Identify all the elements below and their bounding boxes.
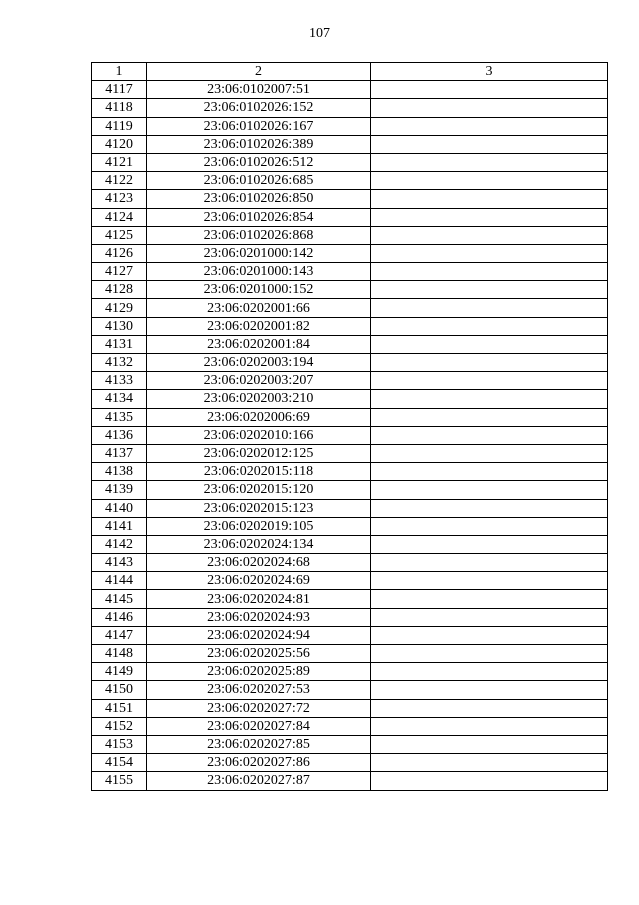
cadastral-number-cell: 23:06:0201000:152 xyxy=(147,281,371,299)
row-number-cell: 4124 xyxy=(92,208,147,226)
cadastral-table xyxy=(91,62,608,791)
table-row xyxy=(92,754,608,772)
table-row xyxy=(92,590,608,608)
note-cell xyxy=(371,354,608,372)
row-number-cell: 4129 xyxy=(92,299,147,317)
note-cell xyxy=(371,735,608,753)
row-number-cell: 4121 xyxy=(92,153,147,171)
cadastral-number-cell: 23:06:0202024:134 xyxy=(147,535,371,553)
cadastral-number-cell: 23:06:0102026:389 xyxy=(147,135,371,153)
row-number-cell: 4131 xyxy=(92,335,147,353)
note-cell xyxy=(371,572,608,590)
row-number-cell: 4137 xyxy=(92,444,147,462)
table-row xyxy=(92,681,608,699)
row-number-cell: 4151 xyxy=(92,699,147,717)
cadastral-number-cell: 23:06:0202024:93 xyxy=(147,608,371,626)
cadastral-number-cell: 23:06:0102026:850 xyxy=(147,190,371,208)
row-number-cell: 4127 xyxy=(92,263,147,281)
note-cell xyxy=(371,463,608,481)
table-row xyxy=(92,572,608,590)
note-cell xyxy=(371,390,608,408)
table-row xyxy=(92,317,608,335)
cadastral-number-cell: 23:06:0202012:125 xyxy=(147,444,371,462)
row-number-cell: 4144 xyxy=(92,572,147,590)
row-number-cell: 4143 xyxy=(92,554,147,572)
cadastral-number-cell: 23:06:0201000:142 xyxy=(147,244,371,262)
cadastral-number-cell: 23:06:0202015:123 xyxy=(147,499,371,517)
row-number-cell: 4147 xyxy=(92,626,147,644)
table-row xyxy=(92,99,608,117)
note-cell xyxy=(371,626,608,644)
row-number-cell: 4153 xyxy=(92,735,147,753)
table-row xyxy=(92,772,608,790)
table-row xyxy=(92,263,608,281)
cadastral-number-cell: 23:06:0102026:167 xyxy=(147,117,371,135)
row-number-cell: 4119 xyxy=(92,117,147,135)
note-cell xyxy=(371,263,608,281)
table-row xyxy=(92,426,608,444)
note-cell xyxy=(371,226,608,244)
row-number-cell: 4128 xyxy=(92,281,147,299)
row-number-cell: 4142 xyxy=(92,535,147,553)
row-number-cell: 4130 xyxy=(92,317,147,335)
table-row xyxy=(92,735,608,753)
note-cell xyxy=(371,317,608,335)
table-row xyxy=(92,172,608,190)
cadastral-number-cell: 23:06:0102026:868 xyxy=(147,226,371,244)
note-cell xyxy=(371,190,608,208)
note-cell xyxy=(371,645,608,663)
table-body xyxy=(92,81,608,790)
row-number-cell: 4134 xyxy=(92,390,147,408)
note-cell xyxy=(371,172,608,190)
note-cell xyxy=(371,554,608,572)
row-number-cell: 4125 xyxy=(92,226,147,244)
row-number-cell: 4123 xyxy=(92,190,147,208)
row-number-cell: 4141 xyxy=(92,517,147,535)
note-cell xyxy=(371,517,608,535)
row-number-cell: 4139 xyxy=(92,481,147,499)
table-row xyxy=(92,499,608,517)
row-number-cell: 4132 xyxy=(92,354,147,372)
note-cell xyxy=(371,663,608,681)
row-number-cell: 4122 xyxy=(92,172,147,190)
cadastral-number-cell: 23:06:0102026:152 xyxy=(147,99,371,117)
cadastral-number-cell: 23:06:0202027:87 xyxy=(147,772,371,790)
cadastral-number-cell: 23:06:0202025:89 xyxy=(147,663,371,681)
note-cell xyxy=(371,335,608,353)
row-number-cell: 4149 xyxy=(92,663,147,681)
cadastral-number-cell: 23:06:0202024:81 xyxy=(147,590,371,608)
cadastral-number-cell: 23:06:0202027:53 xyxy=(147,681,371,699)
table-row xyxy=(92,226,608,244)
table-row xyxy=(92,153,608,171)
column-header-2: 2 xyxy=(147,63,371,81)
row-number-cell: 4117 xyxy=(92,81,147,99)
note-cell xyxy=(371,299,608,317)
table-row xyxy=(92,626,608,644)
row-number-cell: 4136 xyxy=(92,426,147,444)
cadastral-number-cell: 23:06:0201000:143 xyxy=(147,263,371,281)
table-row xyxy=(92,517,608,535)
note-cell xyxy=(371,481,608,499)
note-cell xyxy=(371,99,608,117)
table-row xyxy=(92,244,608,262)
row-number-cell: 4154 xyxy=(92,754,147,772)
note-cell xyxy=(371,535,608,553)
row-number-cell: 4150 xyxy=(92,681,147,699)
note-cell xyxy=(371,408,608,426)
note-cell xyxy=(371,426,608,444)
table-row xyxy=(92,281,608,299)
table-row xyxy=(92,208,608,226)
column-header-3: 3 xyxy=(371,63,608,81)
cadastral-number-cell: 23:06:0202003:207 xyxy=(147,372,371,390)
cadastral-number-cell: 23:06:0202027:85 xyxy=(147,735,371,753)
table-row xyxy=(92,408,608,426)
table-row xyxy=(92,554,608,572)
row-number-cell: 4148 xyxy=(92,645,147,663)
cadastral-number-cell: 23:06:0202003:194 xyxy=(147,354,371,372)
row-number-cell: 4140 xyxy=(92,499,147,517)
note-cell xyxy=(371,608,608,626)
cadastral-number-cell: 23:06:0202015:118 xyxy=(147,463,371,481)
column-header-1: 1 xyxy=(92,63,147,81)
table-row xyxy=(92,535,608,553)
table-header-row xyxy=(92,63,608,81)
cadastral-number-cell: 23:06:0202027:72 xyxy=(147,699,371,717)
table-row xyxy=(92,81,608,99)
cadastral-number-cell: 23:06:0202006:69 xyxy=(147,408,371,426)
note-cell xyxy=(371,444,608,462)
row-number-cell: 4118 xyxy=(92,99,147,117)
note-cell xyxy=(371,244,608,262)
cadastral-number-cell: 23:06:0102026:854 xyxy=(147,208,371,226)
cadastral-number-cell: 23:06:0202024:68 xyxy=(147,554,371,572)
note-cell xyxy=(371,153,608,171)
cadastral-number-cell: 23:06:0202001:82 xyxy=(147,317,371,335)
cadastral-number-cell: 23:06:0102026:512 xyxy=(147,153,371,171)
table-row xyxy=(92,354,608,372)
cadastral-number-cell: 23:06:0202019:105 xyxy=(147,517,371,535)
table-row xyxy=(92,390,608,408)
cadastral-number-cell: 23:06:0202001:84 xyxy=(147,335,371,353)
row-number-cell: 4146 xyxy=(92,608,147,626)
row-number-cell: 4155 xyxy=(92,772,147,790)
cadastral-number-cell: 23:06:0202015:120 xyxy=(147,481,371,499)
cadastral-number-cell: 23:06:0202024:69 xyxy=(147,572,371,590)
table-row xyxy=(92,335,608,353)
cadastral-number-cell: 23:06:0102007:51 xyxy=(147,81,371,99)
note-cell xyxy=(371,499,608,517)
table-row xyxy=(92,117,608,135)
row-number-cell: 4135 xyxy=(92,408,147,426)
row-number-cell: 4126 xyxy=(92,244,147,262)
table-row xyxy=(92,699,608,717)
cadastral-number-cell: 23:06:0202025:56 xyxy=(147,645,371,663)
table-row xyxy=(92,135,608,153)
note-cell xyxy=(371,81,608,99)
page-number: 107 xyxy=(309,26,330,41)
note-cell xyxy=(371,754,608,772)
row-number-cell: 4120 xyxy=(92,135,147,153)
table-row xyxy=(92,444,608,462)
note-cell xyxy=(371,699,608,717)
table-row xyxy=(92,190,608,208)
note-cell xyxy=(371,208,608,226)
cadastral-number-cell: 23:06:0202024:94 xyxy=(147,626,371,644)
row-number-cell: 4133 xyxy=(92,372,147,390)
table-row xyxy=(92,372,608,390)
table-row xyxy=(92,463,608,481)
note-cell xyxy=(371,590,608,608)
table-row xyxy=(92,663,608,681)
cadastral-number-cell: 23:06:0202027:86 xyxy=(147,754,371,772)
table-row xyxy=(92,608,608,626)
row-number-cell: 4138 xyxy=(92,463,147,481)
table-row xyxy=(92,481,608,499)
note-cell xyxy=(371,281,608,299)
row-number-cell: 4152 xyxy=(92,717,147,735)
table-row xyxy=(92,717,608,735)
table-row xyxy=(92,645,608,663)
note-cell xyxy=(371,372,608,390)
cadastral-number-cell: 23:06:0202001:66 xyxy=(147,299,371,317)
note-cell xyxy=(371,717,608,735)
note-cell xyxy=(371,117,608,135)
note-cell xyxy=(371,135,608,153)
note-cell xyxy=(371,681,608,699)
note-cell xyxy=(371,772,608,790)
cadastral-number-cell: 23:06:0102026:685 xyxy=(147,172,371,190)
row-number-cell: 4145 xyxy=(92,590,147,608)
cadastral-number-cell: 23:06:0202010:166 xyxy=(147,426,371,444)
table-row xyxy=(92,299,608,317)
cadastral-number-cell: 23:06:0202003:210 xyxy=(147,390,371,408)
cadastral-number-cell: 23:06:0202027:84 xyxy=(147,717,371,735)
